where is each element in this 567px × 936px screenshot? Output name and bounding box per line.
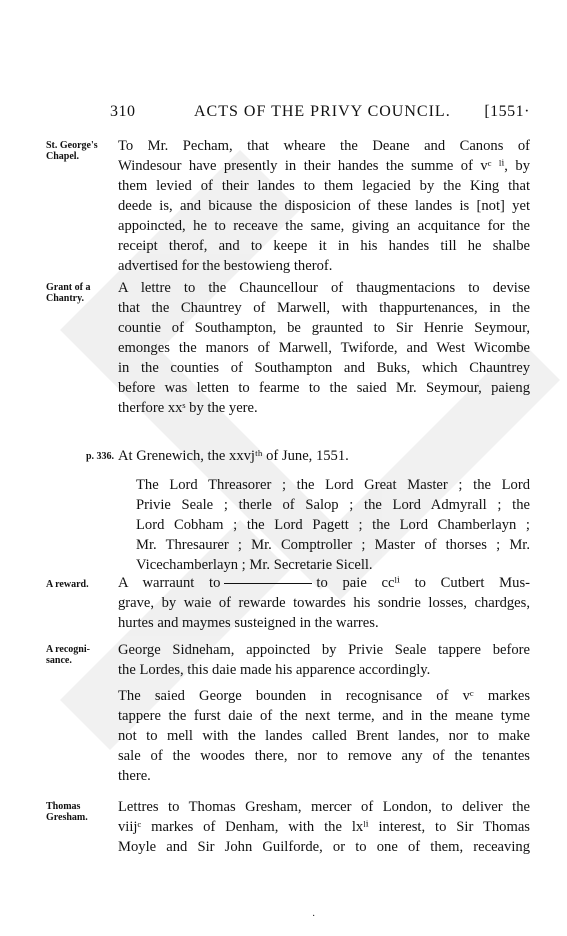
margin-note xyxy=(46,140,110,162)
text-line: not to mell with the landes called Brent landes, nor to make xyxy=(118,728,530,744)
text-line: them levied of their landes to them legacied by the King that xyxy=(118,178,530,194)
paragraph xyxy=(118,797,530,857)
margin-note xyxy=(46,644,110,666)
running-title: ACTS OF THE PRIVY COUNCIL. xyxy=(194,103,451,120)
margin-note-line: St. George's xyxy=(46,140,98,151)
text-line: Mr. Thresaurer ; Mr. Comptroller ; Master of thorses ; Mr. xyxy=(136,537,530,553)
paragraph xyxy=(118,136,530,276)
text-line: Lettres to Thomas Gresham, mercer of London, to deliver the xyxy=(118,799,530,815)
text-line: Moyle and Sir John Guilforde, or to one of them, receaving xyxy=(118,839,530,855)
attendees-list xyxy=(136,475,530,575)
paragraph xyxy=(118,573,530,633)
margin-note-line: Chapel. xyxy=(46,151,80,162)
text-line: countie of Southampton, be graunted to Sir Henrie Seymour, xyxy=(118,320,530,336)
text-line: deede is, and bicause the disposicion of these landes is [not] yet xyxy=(118,198,530,214)
text-line: receipt therof, and to keepe it in his handes till he shalbe xyxy=(118,238,530,254)
margin-note-line: Gresham. xyxy=(46,812,88,823)
paragraph xyxy=(118,278,530,418)
text-line: sale of the woodes there, nor to remove any of the tenantes xyxy=(118,748,530,764)
meeting-heading xyxy=(118,446,530,466)
text-line: in the counties of Southampton and Buks, which Chauntrey xyxy=(118,360,530,376)
text-line: hurtes and maymes susteigned in the warres. xyxy=(118,615,379,631)
text-line xyxy=(118,573,530,593)
text-line: grave, by waie of rewarde towardes his sondrie losses, chardges, xyxy=(118,595,530,611)
text-line: A lettre to the Chauncellour of thaugmentacions to devise xyxy=(118,280,530,296)
margin-note-line: Thomas xyxy=(46,801,81,812)
text-line: To Mr. Pecham, that wheare the Deane and Canons of xyxy=(118,138,530,154)
text-line: emonges the manors of Marwell, Twiforde, and West Wicombe xyxy=(118,340,530,356)
margin-note-line: sance. xyxy=(46,655,72,666)
text-line: At Grenewich, the xxvjᵗʰ of June, 1551. xyxy=(118,448,349,464)
page-number: 310 xyxy=(110,103,136,120)
text-line: viijᶜ markes of Denham, with the lxˡⁱ interest, to Sir Thomas xyxy=(118,819,530,835)
text-line: the Lordes, this daie made his apparence accordingly. xyxy=(118,662,431,678)
margin-note-line: p. 336. xyxy=(86,451,115,462)
margin-note-line: Grant of a xyxy=(46,282,91,293)
paragraph xyxy=(118,640,530,680)
text-line: Windesour have presently in their handes the summe of vᶜ ˡⁱ, by xyxy=(118,158,530,174)
text-line: The saied George bounden in recognisance of vᶜ markes xyxy=(118,688,530,704)
text-line: that the Chauntrey of Marwell, with thappurtenances, in the xyxy=(118,300,530,316)
margin-note xyxy=(46,801,110,823)
text-line: tappere the furst daie of the next terme, and in the meane tyme xyxy=(118,708,530,724)
blank-rule xyxy=(224,583,312,584)
text-line: George Sidneham, appoincted by Privie Seale tappere before xyxy=(118,642,530,658)
text-line: therfore xxˢ by the yere. xyxy=(118,400,258,416)
margin-note xyxy=(46,282,110,304)
paragraph xyxy=(118,686,530,786)
text-line: before was letten to fearme to the saied Mr. Seymour, paieng xyxy=(118,380,530,396)
text-fragment: to paie ccˡⁱ to Cutbert Mus- xyxy=(316,575,530,591)
text-line: Privie Seale ; therle of Salop ; the Lord Admyrall ; the xyxy=(136,497,530,513)
text-line: The Lord Threasorer ; the Lord Great Master ; the Lord xyxy=(136,477,530,493)
margin-note xyxy=(46,579,110,590)
year-marker: [1551· xyxy=(484,103,530,120)
text-line: there. xyxy=(118,768,151,784)
footer-mark: · xyxy=(312,911,316,922)
margin-note-line: A reward. xyxy=(46,579,89,590)
text-line: Lord Cobham ; the Lord Pagett ; the Lord Chamberlayn ; xyxy=(136,517,530,533)
text-line: appoincted, he to receave the same, giving an acquitance for the xyxy=(118,218,530,234)
text-line: advertised for the bestowieng therof. xyxy=(118,258,333,274)
margin-note-line: Chantry. xyxy=(46,293,85,304)
text-fragment: A warraunt to xyxy=(118,575,221,591)
text-line: Vicechamberlayn ; Mr. Secretarie Sicell. xyxy=(136,557,373,573)
margin-note-line: A recogni- xyxy=(46,644,90,655)
